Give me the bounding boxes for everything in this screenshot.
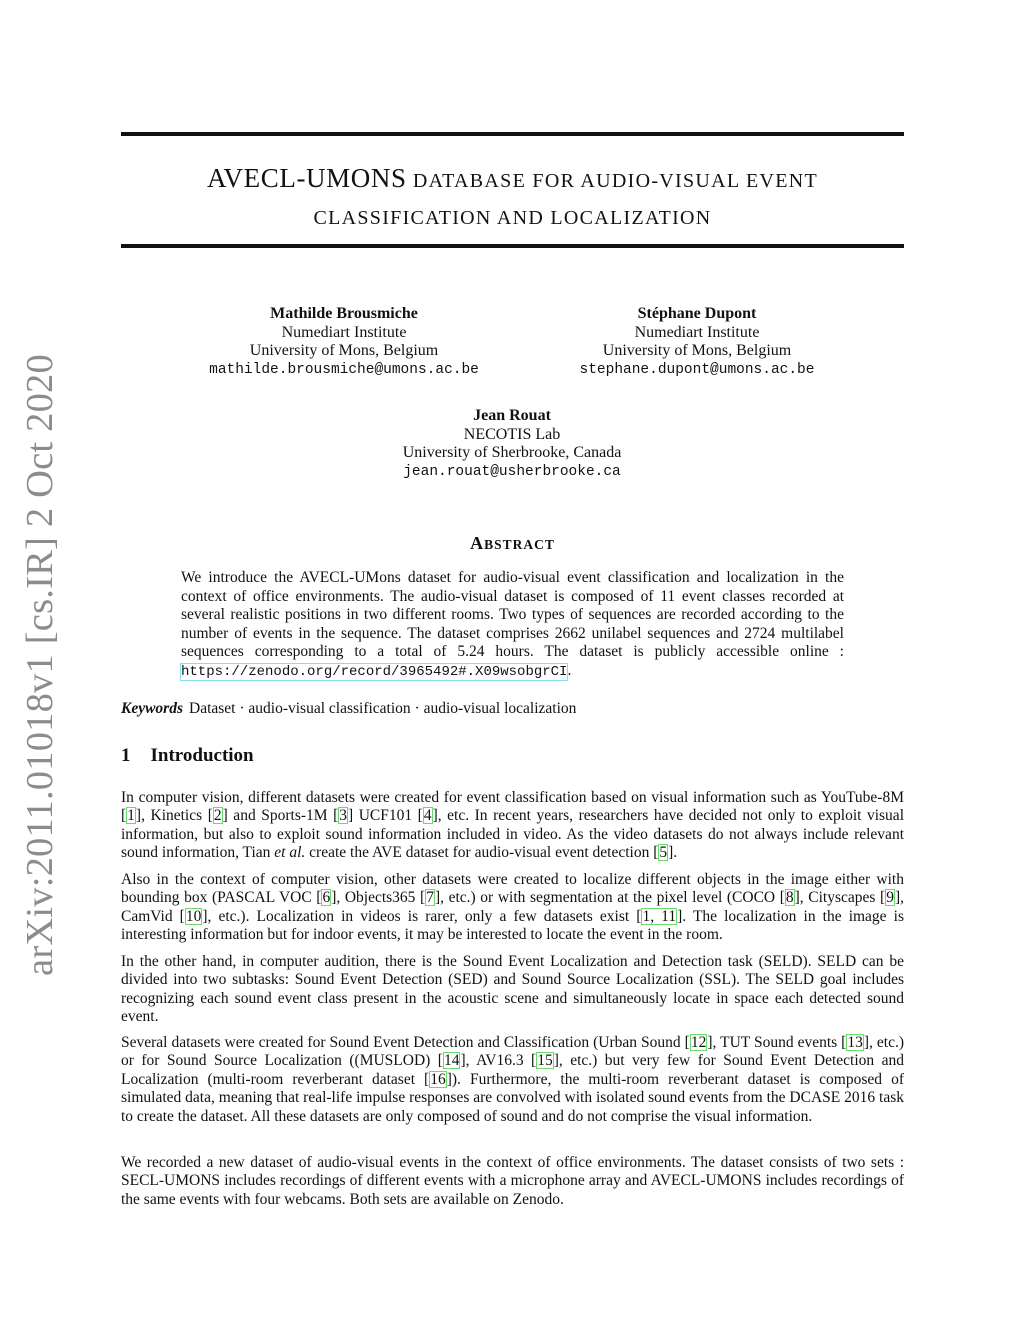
abstract-heading: ABSTRACT	[470, 533, 555, 553]
author-block-2	[547, 305, 847, 379]
author-university: University of Mons, Belgium	[602, 342, 792, 359]
author-email[interactable]: stephane.dupont@umons.ac.be	[579, 361, 815, 378]
citation-link[interactable]: 13	[847, 1034, 863, 1051]
author-block-3	[362, 407, 662, 481]
citation-link[interactable]: 14	[443, 1052, 460, 1070]
citation-link[interactable]: 2	[213, 807, 222, 825]
section-title: Introduction	[150, 745, 254, 766]
author-email[interactable]: mathilde.brousmiche@umons.ac.be	[209, 361, 479, 378]
section-number: 1	[121, 745, 131, 766]
intro-paragraph-1: In computer vision, different datasets were created for event classification based on visual information such as YouTube-8M [1], Kinetics [2] and Sports-1M [3] UCF101 [4], etc. In recent years, researchers have decided not only to exploit visual information, but also to exploit sound information included in video. As the video datasets do not always include relevant sound information, Tian et al. create the AVE dataset for audio-visual event detection [5].	[121, 789, 904, 862]
citation-link[interactable]: 15	[537, 1052, 553, 1070]
citation-link[interactable]: 1, 11	[642, 907, 677, 925]
arxiv-id-text: arXiv:2011.01018v1 [cs.IR] 2 Oct 2020	[19, 353, 61, 976]
keywords-text: Dataset · audio-visual classification · audio-visual localization	[189, 700, 577, 717]
author-university: University of Sherbrooke, Canada	[402, 444, 622, 461]
citation-link[interactable]: 1	[127, 807, 135, 825]
citation-link[interactable]: 10	[185, 907, 202, 925]
title-acronym: AVECL-UMONS	[206, 163, 407, 193]
title-line-1-rest: DATABASE FOR AUDIO-VISUAL EVENT	[406, 170, 819, 192]
citation-link[interactable]: 16	[430, 1070, 446, 1088]
title-line-1	[121, 160, 904, 200]
intro-paragraph-4: Several datasets were created for Sound Event Detection and Classification (Urban Sound [12], TUT Sound events [13], etc.) or for Sound Source Localization ((MUSLOD) [14], AV16.3 [15], etc.) but very few for Sound Event Detection and Localization (multi-room reverberant dataset [16]). Furthermore, the multi-room reverberant dataset is composed of simulated data, meaning that real-life impulse responses are convolved with isolated sound events from the DCASE 2016 task to create the dataset. All these datasets are only composed of sound and do not comprise the visual information.	[121, 1034, 905, 1125]
author-university: University of Mons, Belgium	[249, 342, 439, 359]
author-affiliation: Numediart Institute	[281, 323, 407, 341]
intro-paragraph-3: In the other hand, in computer audition, there is the Sound Event Localization and Detection task (SELD). SELD can be divided into two subtasks: Sound Event Detection (SED) and Sound Source Localization (SSL). The SELD goal includes recognizing each sound event class present in the acoustic scene and simultaneously locate in space each detected sound event.	[121, 953, 904, 1026]
citation-link[interactable]: 12	[690, 1034, 707, 1051]
author-email[interactable]: jean.rouat@usherbrooke.ca	[403, 463, 621, 480]
intro-paragraph-5: We recorded a new dataset of audio-visual events in the context of office environments. The dataset consists of two sets : SECL-UMONS includes recordings of different events with a microphone array and AVECL-UMONS includes recordings of the same events with four webcams. Both sets are available on Zenodo.	[121, 1154, 904, 1208]
abstract-text: We introduce the AVECL-UMons dataset for audio-visual event classification and localization in the context of office environments. The audio-visual dataset is composed of 11 event classes recorded at several realistic positions in two different rooms. Two types of sequences are recorded according to the number of events in the sequence. The dataset comprises 2662 unilabel sequences and 2724 multilabel sequences corresponding to a total of 5.24 hours. The dataset is publicly accessible online : https://zenodo.org/record/3965492#.X09wsobgrCI.	[181, 569, 844, 680]
dataset-url-link[interactable]: https://zenodo.org/record/3965492#.X09wsobgrCI	[181, 663, 568, 680]
citation-link[interactable]: 7	[426, 889, 434, 907]
author-affiliation: Numediart Institute	[634, 323, 760, 341]
citation-link[interactable]: 3	[339, 807, 347, 825]
author-name: Mathilde Brousmiche	[270, 305, 418, 322]
title-bottom-rule	[121, 244, 904, 248]
title-line-2: CLASSIFICATION AND LOCALIZATION	[313, 207, 712, 229]
citation-link[interactable]: 9	[886, 889, 894, 907]
title-top-rule	[121, 132, 904, 136]
paper-title	[121, 160, 904, 237]
author-name: Stéphane Dupont	[637, 305, 757, 322]
keywords-label: Keywords	[121, 700, 183, 717]
citation-link[interactable]: 4	[423, 807, 432, 825]
author-block-1	[194, 305, 494, 379]
keywords-line	[121, 700, 576, 718]
citation-link[interactable]: 6	[322, 889, 331, 907]
author-name: Jean Rouat	[473, 407, 551, 424]
citation-link[interactable]: 8	[785, 889, 794, 907]
arxiv-identifier-stamp	[8, 353, 72, 976]
section-heading-introduction	[121, 745, 254, 767]
author-affiliation: NECOTIS Lab	[463, 425, 561, 443]
intro-paragraph-2: Also in the context of computer vision, other datasets were created to localize different objects in the image either with bounding box (PASCAL VOC [6], Objects365 [7], etc.) or with segmentation at the pixel level (COCO [8], Cityscapes [9], CamVid [10], etc.). Localization in videos is rarer, only a few datasets exist [1, 11]. The localization in the image is interesting information but for indoor events, it may be interested to locate the event in the room.	[121, 871, 904, 944]
citation-link[interactable]: 5	[659, 844, 668, 862]
